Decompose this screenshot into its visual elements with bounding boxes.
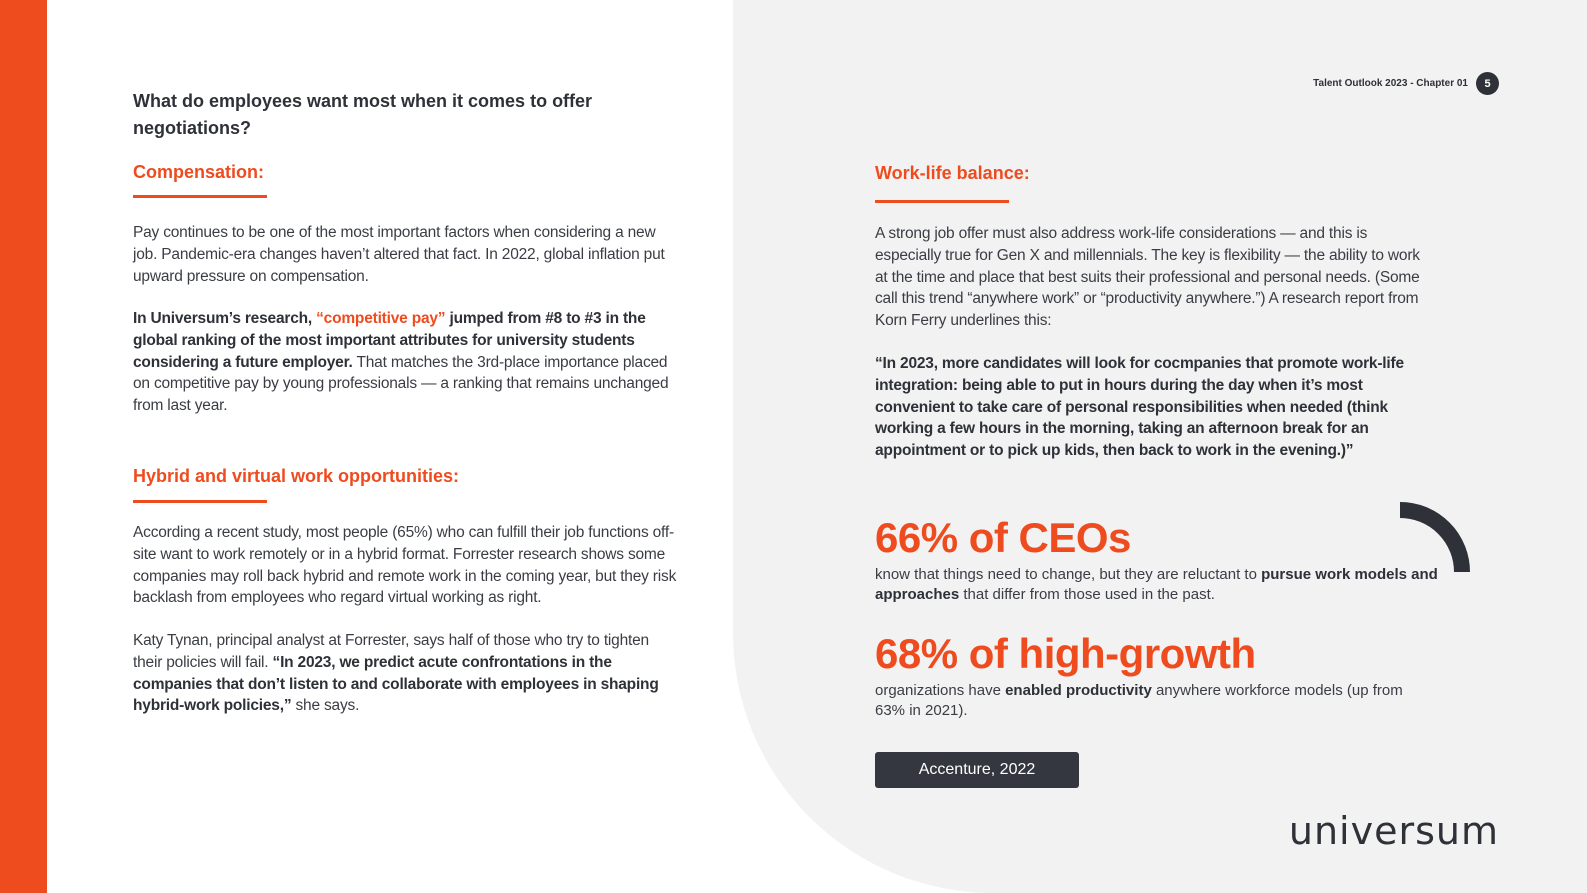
page-question-title: What do employees want most when it comes to offer negotiations? [133,91,593,138]
competitive-pay-highlight: “competitive pay” [316,310,446,327]
compensation-underline [133,195,267,198]
stat1-desc-b: that differ from those used in the past. [959,586,1215,603]
stat-high-growth-figure: 68% of high-growth [875,630,1256,677]
korn-ferry-quote: “In 2023, more candidates will look for cocmpanies that promote work-life integration: being able to put in hours during the day when it’s most convenient to take care of personal responsibilities when needed (think working a few hours in the morning, taking an afternoon break for an appointment or to pick up kids, then back to work in the evening.)” [875,355,1404,460]
p2-bold-b: jumped from #8 to #3 in the global ranking of the most important attributes for university students considering a future employer. [133,310,646,371]
page-number-badge: 5 [1476,72,1499,95]
p2-bold-a: In Universum’s research, [133,310,317,327]
source-label: Accenture, 2022 [875,752,1079,788]
hybrid-paragraph-1: According a recent study, most people (65%) who can fulfill their job functions off-site want to work remotely or in a hybrid format. Forrester research shows some companies may roll back hybrid and remote work in the coming year, but they risk backlash from employees who regard virtual working as right. [133,524,677,607]
compensation-paragraph-1: Pay continues to be one of the most important factors when considering a new job. Pandemic-era changes haven’t altered that fact. In 2022, global inflation put upward pressure on compensation. [133,224,665,285]
compensation-heading: Compensation: [133,162,265,182]
stat-high-growth-description [875,681,1405,721]
universum-logo: universum [1288,809,1499,853]
left-accent-stripe [0,0,47,893]
stat-ceos-figure: 66% of CEOs [875,514,1131,561]
hybrid-p2-a: Katy Tynan, principal analyst at Forrester, says half of those who try to tighten their policies will fail. [133,632,649,671]
hybrid-underline [133,500,267,503]
worklife-heading: Work-life balance: [875,163,1030,183]
stat1-desc-a: know that things need to change, but they are reluctant to [875,566,1262,583]
stat2-desc-b: anywhere workforce models (up from 63% in 2021). [875,682,1403,719]
running-title: Talent Outlook 2023 - Chapter 01 [1313,78,1468,89]
page-header [1313,72,1499,95]
hybrid-paragraph-2 [133,630,678,717]
worklife-underline [875,200,1009,203]
compensation-paragraph-2 [133,308,683,417]
stat-ceos-description [875,565,1455,605]
worklife-paragraph: A strong job offer must also address work-life considerations — and this is especially true for Gen X and millennials. The key is flexibility — the ability to work at the time and place that best suits their professional and personal needs. (Some call this trend “anywhere work” or “productivity anywhere.”) A research report from Korn Ferry underlines this: [875,225,1420,330]
hybrid-p2-b: she says. [291,697,360,715]
stat2-desc-bold: enabled productivity [1005,682,1152,699]
hybrid-heading: Hybrid and virtual work opportunities: [133,466,460,486]
stat2-desc-a: organizations have [875,682,1006,699]
stat1-desc-bold: pursue work models and approaches [875,566,1438,603]
forrester-quote: “In 2023, we predict acute confrontations in the companies that don’t listen to and collaborate with employees in shaping hybrid-work policies,” [133,653,659,715]
p2-rest: That matches the 3rd-place importance placed on competitive pay by young professionals — a ranking that remains unchanged from last year. [133,353,669,415]
